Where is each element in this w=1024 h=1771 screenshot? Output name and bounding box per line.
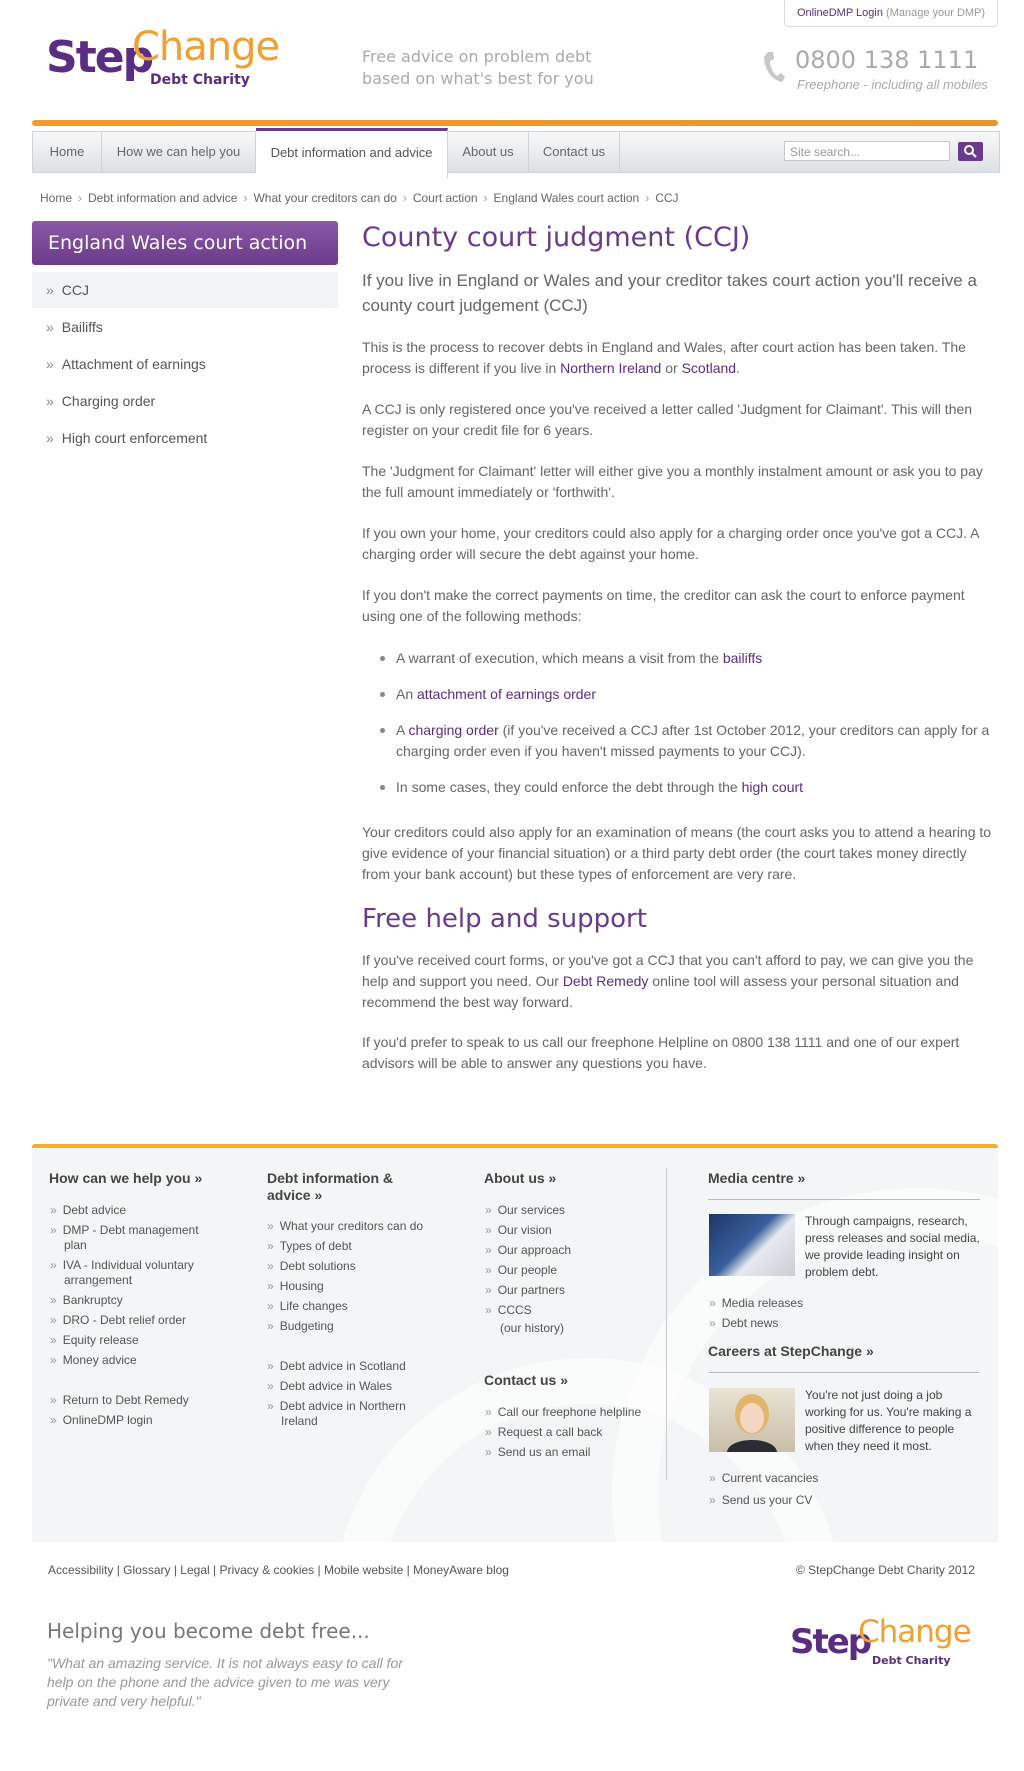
footer-link[interactable]: » Call our freephone helpline (485, 1405, 642, 1419)
footer-link[interactable]: » Our services (485, 1203, 566, 1217)
footer-link[interactable]: » Housing (267, 1279, 324, 1293)
media-text: Through campaigns, research, press releases and social media, we provide leading insight on problem debt. (805, 1214, 980, 1279)
helpline-sub: Freephone - including all mobiles (797, 77, 988, 92)
logo-sub: Debt Charity (150, 72, 250, 88)
glossary-link[interactable]: Glossary (123, 1563, 171, 1577)
page-title: County court judgment (CCJ) (362, 222, 751, 253)
nav-about-us[interactable]: About us (448, 132, 529, 172)
footer-col2-title[interactable]: Debt information & advice » (267, 1170, 393, 1203)
site-search-input[interactable]: Site search... (784, 141, 950, 161)
crumb-home[interactable]: Home (40, 191, 73, 205)
crumb-debt-info[interactable]: Debt information and advice (88, 191, 238, 205)
bailiffs-link[interactable]: bailiffs (722, 650, 763, 666)
footer-link[interactable]: » Types of debt (267, 1239, 352, 1253)
careers-text: You're not just doing a job working for us. You're making a positive difference to people when they need it most. (805, 1388, 972, 1453)
attachment-link[interactable]: attachment of earnings order (417, 686, 597, 702)
crumb-court-action[interactable]: Court action (412, 191, 478, 205)
legal-link[interactable]: Legal (180, 1563, 210, 1577)
careers-image (709, 1388, 795, 1452)
breadcrumb: Home › Debt information and advice › What your creditors can do › Court action › England Wales court action › CCJ (40, 191, 679, 205)
footer-link[interactable]: » Budgeting (267, 1319, 334, 1333)
footer-link[interactable]: » Our approach (485, 1243, 572, 1257)
footer-link[interactable]: » Debt advice (50, 1203, 127, 1217)
paragraph-5: If you don't make the correct payments on time, the creditor can ask the court to enforce payment using one of the following methods: (362, 587, 965, 624)
footer-link[interactable]: » OnlineDMP login (50, 1413, 153, 1427)
footer-contact-title[interactable]: Contact us » (484, 1372, 569, 1388)
sidebar-item-high-court[interactable]: » High court enforcement (46, 430, 208, 446)
footer-ccs-sub: (our history) (500, 1321, 565, 1335)
bottom-links: Accessibility | Glossary | Legal | Privacy & cookies | Mobile website | MoneyAware blog (48, 1563, 509, 1577)
paragraph-4: If you own your home, your creditors could also apply for a charging order once you've got a CCJ. A charging order will secure the debt against your home. (362, 525, 979, 562)
footer-link[interactable]: » CCCS (485, 1303, 532, 1317)
online-dmp-login-link[interactable] (784, 0, 998, 27)
crumb-creditors[interactable]: What your creditors can do (253, 191, 397, 205)
person-photo-icon (709, 1388, 795, 1452)
footer-link[interactable]: » Send us an email (485, 1445, 591, 1459)
footer-link[interactable]: » Media releases (709, 1296, 804, 1310)
bullet-attachment: An attachment of earnings order (396, 684, 996, 705)
footer-link[interactable]: » Our partners (485, 1283, 566, 1297)
footer-link[interactable]: » Debt news (709, 1316, 779, 1330)
footer-link[interactable]: » What your creditors can do (267, 1219, 424, 1233)
footer-link[interactable]: » DRO - Debt relief order (50, 1313, 187, 1327)
testimonial-quote: "What an amazing service. It is not always easy to call for help on the phone and the advice given to me was very private and very helpful." (47, 1655, 403, 1709)
nav-how-we-can-help[interactable]: How we can help you (102, 132, 256, 172)
paragraph-2: A CCJ is only registered once you've received a letter called 'Judgment for Claimant'. This will then register on your credit file for 6 years. (362, 401, 973, 438)
paragraph-8: If you'd prefer to speak to us call our freephone Helpline on 0800 138 1111 and one of our expert advisors will be able to answer any questions you have. (362, 1034, 960, 1071)
paragraph-7: If you've received court forms, or you've got a CCJ that you can't afford to pay, we can give you the help and support you need. Our Debt Remedy online tool will assess your personal situation and recommend the best way forward. (362, 952, 974, 1010)
high-court-link[interactable]: high court (741, 779, 804, 795)
sidebar-title: England Wales court action (32, 221, 338, 265)
footer-link[interactable]: » Life changes (267, 1299, 348, 1313)
footer-link[interactable]: » DMP - Debt management plan (50, 1223, 199, 1252)
bullet-charging: A charging order (if you've received a CCJ after 1st October 2012, your creditors can apply for a charging order even if you haven't missed payments to your CCJ). (396, 720, 996, 762)
stepchange-logo[interactable] (46, 22, 286, 92)
helping-heading: Helping you become debt free... (47, 1619, 370, 1643)
nav-contact-us[interactable]: Contact us (529, 132, 620, 172)
nav-home[interactable]: Home (33, 132, 102, 172)
media-rule (708, 1199, 980, 1200)
footer-link[interactable]: » Request a call back (485, 1425, 603, 1439)
lead-text: If you live in England or Wales and your creditor takes court action you'll receive a county court judgement (CCJ) (362, 271, 977, 315)
footer-link[interactable]: » IVA - Individual voluntary arrangement (50, 1258, 194, 1287)
paragraph-6: Your creditors could also apply for an examination of means (the court asks you to attend a hearing to give evidence of your financial situation) or a third party debt order (the court takes money directly from your bank account) but these types of enforcement are very rare. (362, 824, 992, 882)
paragraph-3: The 'Judgment for Claimant' letter will either give you a monthly instalment amount or ask you to pay the full amount immediately or 'forthwith'. (362, 463, 983, 500)
nav-debt-information[interactable]: Debt information and advice (256, 128, 448, 178)
logo-step: Step (790, 1622, 871, 1662)
footer-divider (666, 1168, 667, 1480)
scotland-link[interactable]: Scotland (681, 360, 737, 376)
sidebar-item-bailiffs[interactable]: » Bailiffs (46, 319, 103, 335)
search-icon (958, 142, 983, 161)
search-button[interactable] (958, 142, 983, 161)
logo-sub: Debt Charity (872, 1654, 951, 1667)
footer-link[interactable]: » Our people (485, 1263, 558, 1277)
bullet-warrant: A warrant of execution, which means a visit from the bailiffs (396, 648, 996, 669)
footer-col3-title[interactable]: About us » (484, 1170, 557, 1186)
footer-stepchange-logo[interactable] (790, 1612, 990, 1672)
footer-link[interactable]: » Debt advice in Northern Ireland (267, 1399, 406, 1428)
charging-order-link[interactable]: charging order (408, 722, 499, 738)
footer-link[interactable]: » Send us your CV (709, 1493, 813, 1507)
footer-link[interactable]: » Our vision (485, 1223, 552, 1237)
sidebar-item-charging-order[interactable]: » Charging order (46, 393, 156, 409)
privacy-link[interactable]: Privacy & cookies (219, 1563, 315, 1577)
sidebar-item-attachment[interactable]: » Attachment of earnings (46, 356, 206, 372)
accessibility-link[interactable]: Accessibility (48, 1563, 114, 1577)
footer-link[interactable]: » Bankruptcy (50, 1293, 123, 1307)
bullet-high-court: In some cases, they could enforce the debt through the high court (396, 777, 996, 798)
logo-change: Change (132, 24, 280, 70)
footer-link[interactable]: » Money advice (50, 1353, 137, 1367)
crumb-current: CCJ (655, 191, 679, 205)
logo-step: Step (46, 32, 153, 83)
debt-remedy-link[interactable]: Debt Remedy (562, 973, 649, 989)
footer-link[interactable]: » Debt solutions (267, 1259, 356, 1273)
mobile-website-link[interactable]: Mobile website (323, 1563, 404, 1577)
careers-title[interactable]: Careers at StepChange » (708, 1343, 874, 1359)
orange-top-bar (32, 120, 998, 126)
moneyaware-link[interactable]: MoneyAware blog (413, 1563, 509, 1577)
phone-icon (762, 50, 786, 84)
help-heading: Free help and support (362, 904, 647, 934)
login-sub: (Manage your DMP) (886, 7, 986, 19)
media-centre-title[interactable]: Media centre » (708, 1170, 806, 1186)
footer-link[interactable]: » Return to Debt Remedy (50, 1393, 189, 1407)
login-label: OnlineDMP Login (796, 7, 883, 19)
media-image (709, 1214, 795, 1276)
footer-link[interactable]: » Equity release (50, 1333, 139, 1347)
crumb-england-wales[interactable]: England Wales court action (493, 191, 640, 205)
paragraph-1: This is the process to recover debts in England and Wales, after court action has been taken. The process is different if you live in Northern Ireland or Scotland. (362, 339, 966, 376)
footer-link[interactable]: » Debt advice in Wales (267, 1379, 392, 1393)
tagline: Free advice on problem debt based on what's best for you (362, 47, 594, 88)
copyright: © StepChange Debt Charity 2012 (796, 1563, 975, 1577)
helpline-number: 0800 138 1111 (795, 46, 979, 74)
logo-change: Change (858, 1614, 971, 1650)
sidebar-item-ccj[interactable]: » CCJ (32, 272, 338, 308)
footer-col1-title[interactable]: How can we help you » (49, 1170, 203, 1186)
northern-ireland-link[interactable]: Northern Ireland (560, 360, 662, 376)
careers-rule (708, 1372, 980, 1373)
footer-link[interactable]: » Debt advice in Scotland (267, 1359, 406, 1373)
footer-link[interactable]: » Current vacancies (709, 1471, 819, 1485)
